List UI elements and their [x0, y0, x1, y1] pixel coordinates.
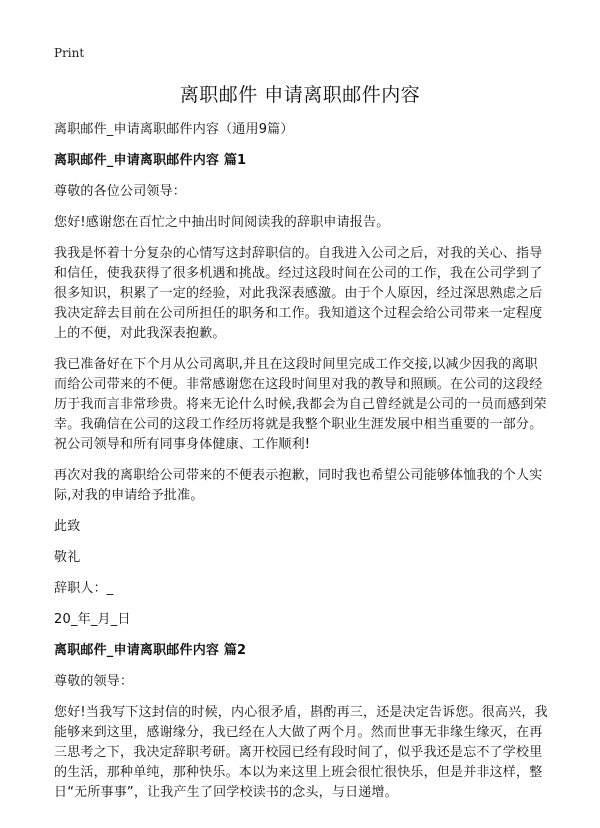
salutation-1: 尊敬的各位公司领导： [54, 184, 187, 199]
date-line: 20_年_月_日 [54, 612, 131, 627]
print-link[interactable]: Print [54, 46, 85, 60]
document-subtitle: 离职邮件_申请离职邮件内容（通用9篇） [54, 122, 294, 137]
paragraph-1-2: 我我是怀着十分复杂的心情写这封辞职信的。自我进入公司之后，对我的关心、指导和信任，使我获得了很多机遇和挑战。经过这段时间在公司的工作，我在公司学到了很多知识，积累了一定的经验，对此我深表感激。由于个人原因，经过深思熟虑之后我决定辞去目前在公司所担任的职务和工作。我知道这个过程会给公司带来一定程度上的不便，对此我深表抱歉。 [54, 246, 543, 341]
paragraph-1-4: 再次对我的离职给公司带来的不便表示抱歉，同时我也希望公司能够体恤我的个人实际,对我的申请给予批准。 [54, 468, 543, 503]
closing-line-2: 敬礼 [54, 550, 81, 565]
document-body [54, 120, 549, 814]
closing-line-1: 此致 [54, 519, 81, 534]
signer-line: 辞职人：_ [54, 581, 114, 596]
page-title: 离职邮件 申请离职邮件内容 [179, 84, 421, 106]
paragraph-2-1: 您好!当我写下这封信的时候，内心很矛盾，斟酌再三，还是决定告诉您。很高兴，我能够来到这里，感谢缘分，我已经在人大做了两个月。然而世事无非缘生缘灭，在再三思考之下，我决定辞职考研。离开校园已经有段时间了，似乎我还是忘不了学校里的生活，那种单纯，那种快乐。本以为来这里上班会很忙很快乐，但是并非这样，整日“无所事事”，让我产生了回学校读书的念头，与日递增。 [54, 705, 548, 800]
paragraph-1-1: 您好!感谢您在百忙之中抽出时间阅读我的辞职申请报告。 [54, 215, 390, 230]
paragraph-1-3: 我已准备好在下个月从公司离职,并且在这段时间里完成工作交接,以减少因我的离职而给公司带来的不便。非常感谢您在这段时间里对我的教导和照顾。在公司的这段经历于我而言非常珍贵。将来无论什么时候,我都会为自己曾经就是公司的一员而感到荣幸。我确信在公司的这段工作经历将就是我整个职业生涯发展中相当重要的一部分。祝公司领导和所有同事身体健康、工作顺利! [54, 357, 547, 452]
section-heading-2: 离职邮件_申请离职邮件内容 篇2 [54, 643, 247, 658]
section-heading-1: 离职邮件_申请离职邮件内容 篇1 [54, 153, 247, 168]
salutation-2: 尊敬的领导： [54, 674, 134, 689]
